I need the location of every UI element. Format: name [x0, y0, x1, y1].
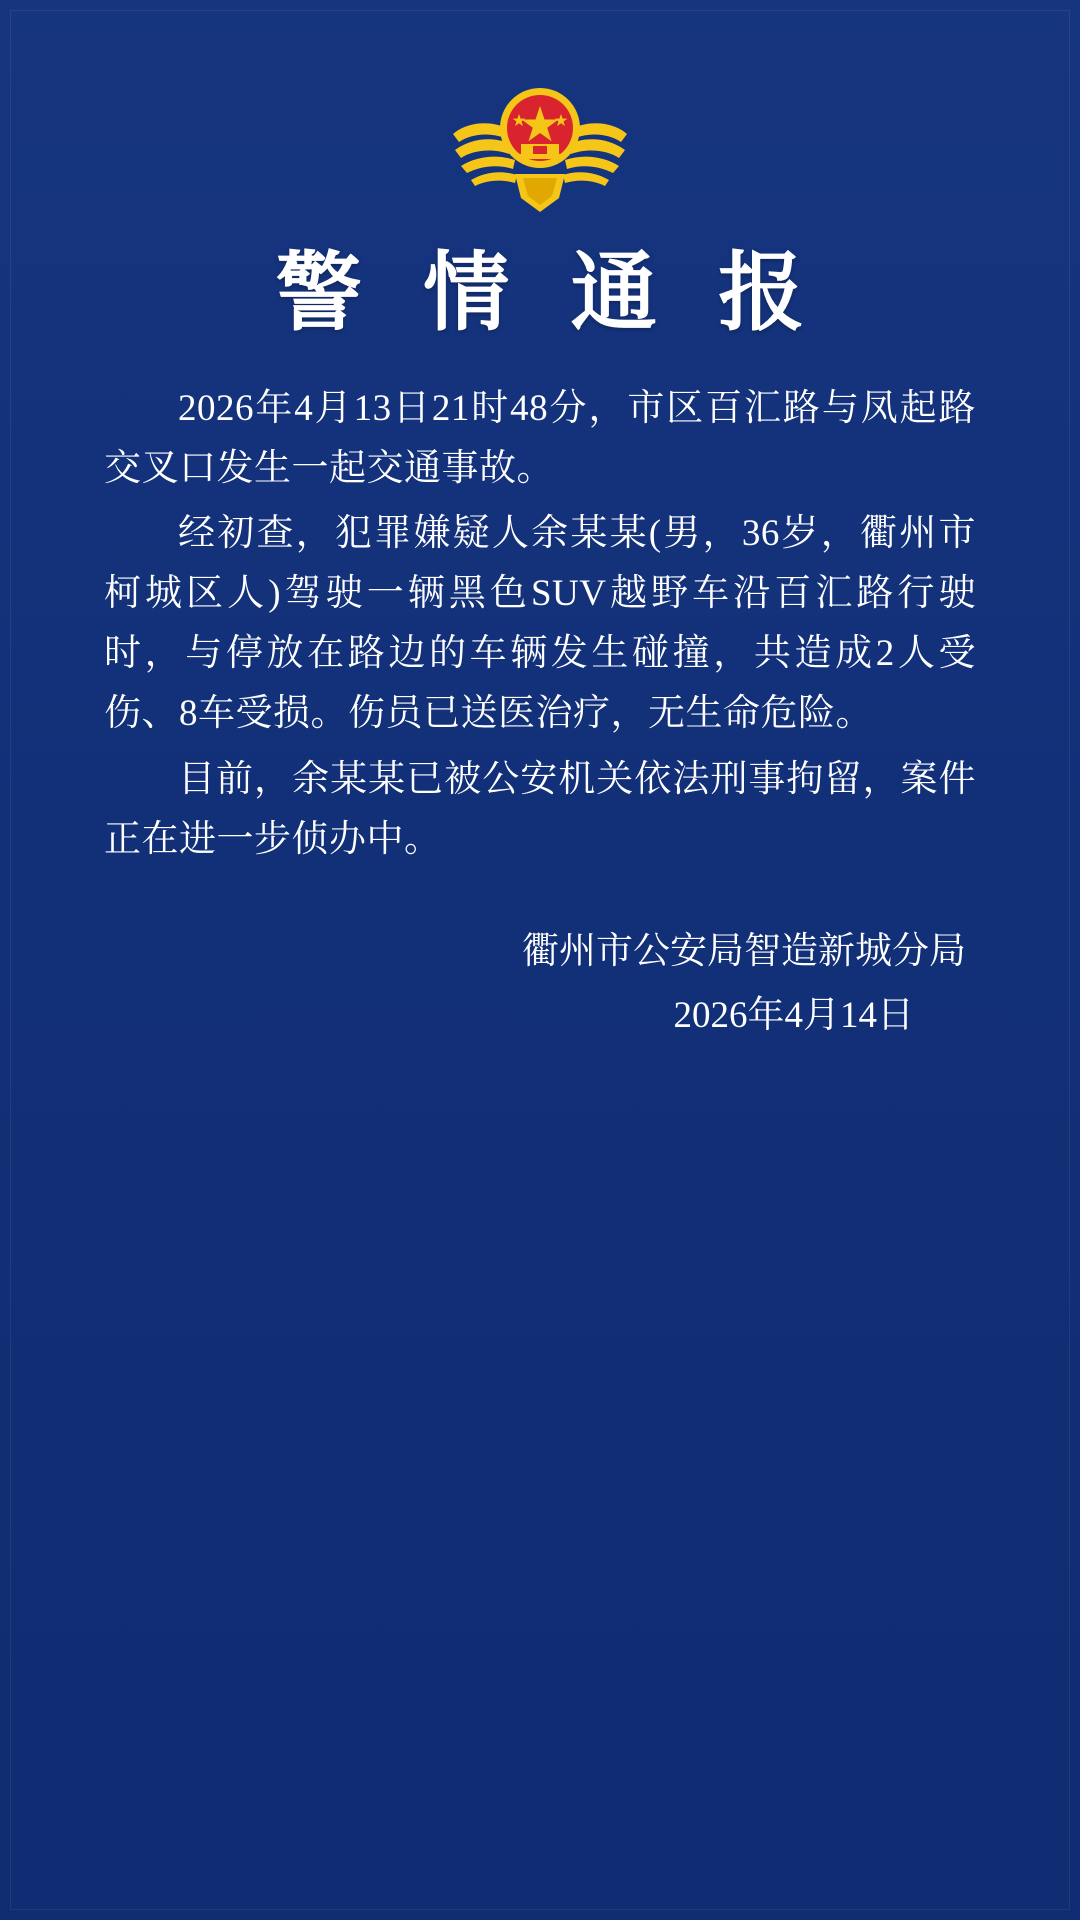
notice-paragraph-3: 目前，余某某已被公安机关依法刑事拘留，案件正在进一步侦办中。	[104, 759, 976, 861]
emblem-container	[104, 0, 976, 220]
notice-body	[104, 379, 976, 871]
notice-paragraph-1: 2026年4月13日21时48分，市区百汇路与凤起路交叉口发生一起交通事故。	[104, 387, 976, 489]
issuing-organization: 衢州市公安局智造新城分局	[522, 931, 966, 973]
china-police-emblem-icon	[445, 70, 635, 220]
signature-block	[104, 922, 976, 1046]
page-title: 警 情 通 报	[275, 245, 825, 341]
issue-date: 2026年4月14日	[673, 995, 914, 1037]
notice-paragraph-2: 经初查，犯罪嫌疑人余某某(男，36岁，衢州市柯城区人)驾驶一辆黑色SUV越野车沿百汇路行驶时，与停放在路边的车辆发生碰撞，共造成2人受伤、8车受损。伤员已送医治疗，无生命危险。	[104, 513, 976, 735]
